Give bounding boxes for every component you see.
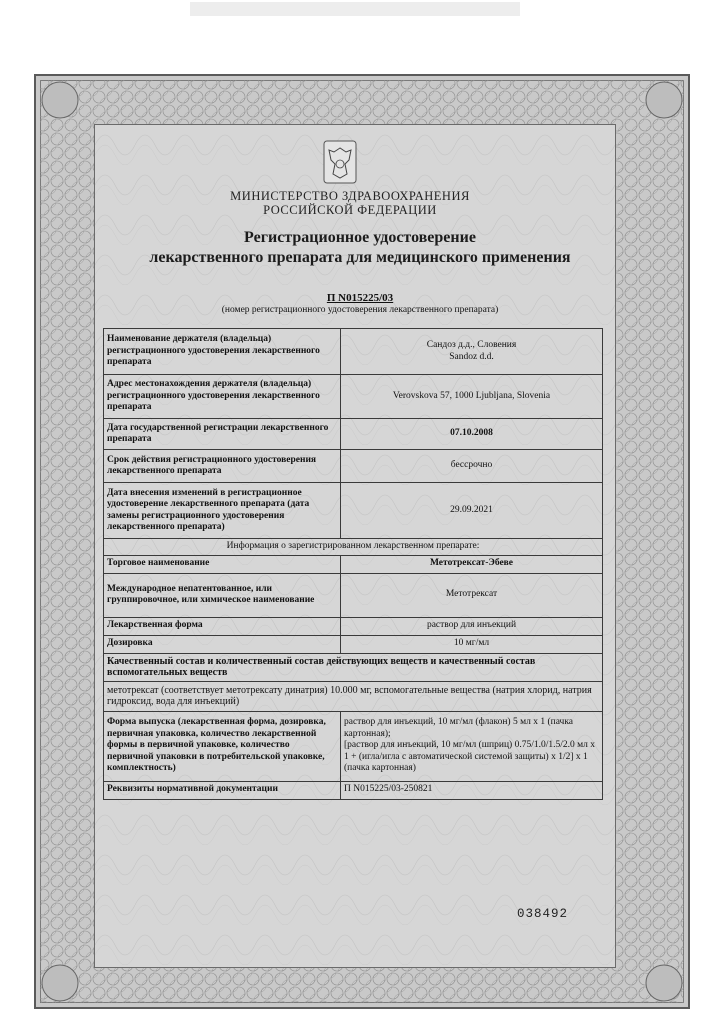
holder-value-ru: Сандоз д.д., Словения [426, 340, 517, 350]
table-row [104, 539, 603, 556]
table-row [104, 781, 603, 799]
release-form-syringe: [раствор для инъекций, 10 мг/мл (шприц) 0.75/1.0/1.5/2.0 мл х 1 + (игла/игла с автоматической системой защиты) х 1/2] х 1 (пачка картонная) [344, 740, 596, 774]
composition-text: метотрексат (соответствует метотрексату динатрия) 10.000 мг, вспомогательные вещества (натрия хлорид, натрия гидроксид, вода для инъекций) [104, 681, 603, 711]
dosage-label: Дозировка [104, 635, 341, 653]
ministry-line-2: РОССИЙСКОЙ ФЕДЕРАЦИИ [263, 203, 437, 217]
release-form-vial: раствор для инъекций, 10 мг/мл (флакон) 5 мл х 1 (пачка картонная); [344, 717, 574, 739]
registration-number-caption: (номер регистрационного удостоверения лекарственного препарата) [221, 305, 499, 315]
russian-coat-of-arms-icon [323, 140, 357, 184]
regulatory-docs-value: П N015225/03-250821 [341, 781, 603, 799]
trade-name-label: Торговое наименование [104, 555, 341, 573]
table-row [104, 653, 603, 681]
changes-date-label: Дата внесения изменений в регистрационное удостоверение лекарственного препарата (дата замены регистрационного удостоверения лекарственного препарата) [104, 483, 341, 539]
info-header: Информация о зарегистрированном лекарственном препарате: [104, 539, 603, 556]
table-row [104, 555, 603, 573]
serial-number: 038492 [517, 907, 569, 921]
dosage-form-label: Лекарственная форма [104, 617, 341, 635]
title-line-2: лекарственного препарата для медицинского применения [149, 249, 571, 266]
document-title [100, 228, 620, 268]
scan-artifact [190, 2, 520, 16]
validity-label: Срок действия регистрационного удостоверения лекарственного препарата [104, 450, 341, 483]
table-row [104, 711, 603, 781]
certificate-table [103, 328, 603, 800]
ministry-line-1: МИНИСТЕРСТВО ЗДРАВООХРАНЕНИЯ [230, 189, 470, 203]
trade-name-value: Метотрексат-Эбеве [341, 555, 603, 573]
table-row [104, 419, 603, 450]
address-label: Адрес местонахождения держателя (владельца) регистрационного удостоверения лекарственного препарата [104, 375, 341, 419]
registration-date-value: 07.10.2008 [341, 419, 603, 450]
ministry-name [150, 189, 550, 217]
table-row [104, 329, 603, 375]
registration-date-label: Дата государственной регистрации лекарственного препарата [104, 419, 341, 450]
holder-value-en: Sandoz d.d. [449, 351, 494, 362]
dosage-value: 10 мг/мл [341, 635, 603, 653]
title-line-1: Регистрационное удостоверение [244, 229, 476, 246]
inn-label: Международное непатентованное, или группировочное, или химическое наименование [104, 573, 341, 617]
holder-label: Наименование держателя (владельца) регистрационного удостоверения лекарственного препарата [104, 329, 341, 375]
table-row [104, 450, 603, 483]
table-row [104, 573, 603, 617]
table-row [104, 681, 603, 711]
composition-title: Качественный состав и количественный состав действующих веществ и качественный состав вспомогательных веществ [104, 653, 603, 681]
table-row [104, 635, 603, 653]
registration-number: П N015225/03 [326, 292, 394, 304]
table-row [104, 375, 603, 419]
changes-date-value: 29.09.2021 [341, 483, 603, 539]
release-form-label: Форма выпуска (лекарственная форма, дозировка, первичная упаковка, количество лекарственной формы в первичной упаковке, количество первичной упаковки в потребительской упаковке, комплектность) [104, 711, 341, 781]
release-form-value [341, 711, 603, 781]
table-row [104, 483, 603, 539]
validity-value: бессрочно [341, 450, 603, 483]
inn-value: Метотрексат [341, 573, 603, 617]
table-row [104, 617, 603, 635]
regulatory-docs-label: Реквизиты нормативной документации [104, 781, 341, 799]
dosage-form-value: раствор для инъекций [341, 617, 603, 635]
address-value: Verovskova 57, 1000 Ljubljana, Slovenia [341, 375, 603, 419]
holder-value [341, 329, 603, 375]
